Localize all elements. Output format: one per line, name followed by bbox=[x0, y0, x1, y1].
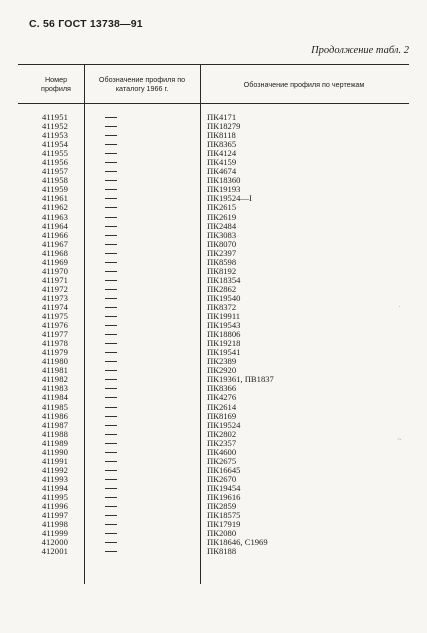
profile-number: 411982 bbox=[41, 374, 68, 385]
profile-number: 411952 bbox=[41, 121, 68, 132]
profile-number: 411988 bbox=[41, 428, 68, 439]
profile-number: 411995 bbox=[41, 491, 68, 502]
drawing-designation: ПК8188 bbox=[207, 546, 237, 557]
profile-number: 411978 bbox=[41, 338, 68, 349]
catalog-dash bbox=[105, 316, 117, 317]
profile-number: 411977 bbox=[41, 329, 68, 340]
catalog-dash bbox=[105, 334, 117, 335]
catalog-dash bbox=[105, 253, 117, 254]
catalog-dash bbox=[105, 551, 117, 552]
drawing-designation: ПК19454 bbox=[207, 482, 241, 493]
catalog-dash bbox=[105, 144, 117, 145]
catalog-dash bbox=[105, 217, 117, 218]
drawing-designation: ПК19911 bbox=[207, 311, 241, 322]
profile-number: 411962 bbox=[41, 202, 68, 213]
catalog-dash bbox=[105, 416, 117, 417]
profile-number: 411958 bbox=[41, 175, 68, 186]
catalog-dash bbox=[105, 280, 117, 281]
drawing-designation: ПК18575 bbox=[207, 510, 241, 521]
catalog-dash bbox=[105, 207, 117, 208]
drawing-designation: ПК19543 bbox=[207, 320, 241, 331]
profile-number: 411985 bbox=[41, 401, 68, 412]
catalog-dash bbox=[105, 397, 117, 398]
table-row bbox=[0, 547, 427, 556]
profile-number: 411996 bbox=[41, 501, 68, 512]
catalog-dash bbox=[105, 370, 117, 371]
drawing-designation: ПК2614 bbox=[207, 401, 237, 412]
catalog-dash bbox=[105, 262, 117, 263]
drawing-designation: ПК4674 bbox=[207, 166, 237, 177]
catalog-dash bbox=[105, 271, 117, 272]
drawing-designation: ПК2619 bbox=[207, 211, 237, 222]
profile-number: 411959 bbox=[41, 184, 68, 195]
profile-number: 411999 bbox=[41, 528, 68, 539]
drawing-designation: ПК4159 bbox=[207, 157, 237, 168]
drawing-designation: ПК3083 bbox=[207, 229, 237, 240]
catalog-dash bbox=[105, 244, 117, 245]
profile-number: 411954 bbox=[41, 139, 68, 150]
drawing-designation: ПК8365 bbox=[207, 139, 237, 150]
drawing-designation: ПК2615 bbox=[207, 202, 237, 213]
drawing-designation: ПК8118 bbox=[207, 130, 236, 141]
drawing-designation: ПК4276 bbox=[207, 392, 237, 403]
profile-number: 411973 bbox=[41, 292, 68, 303]
catalog-dash bbox=[105, 443, 117, 444]
profile-number: 411990 bbox=[41, 446, 68, 457]
profile-number: 411969 bbox=[41, 256, 68, 267]
profile-number: 411968 bbox=[41, 247, 68, 258]
catalog-dash bbox=[105, 180, 117, 181]
drawing-designation: ПК2670 bbox=[207, 473, 237, 484]
catalog-dash bbox=[105, 506, 117, 507]
profile-number: 411972 bbox=[41, 283, 68, 294]
drawing-designation: ПК16645 bbox=[207, 464, 241, 475]
catalog-dash bbox=[105, 226, 117, 227]
catalog-dash bbox=[105, 325, 117, 326]
drawing-designation: ПК8192 bbox=[207, 265, 237, 276]
drawing-designation: ПК19524—I bbox=[207, 193, 252, 204]
catalog-dash bbox=[105, 343, 117, 344]
profile-number: 411998 bbox=[41, 519, 68, 530]
profile-number: 411991 bbox=[41, 455, 68, 466]
drawing-designation: ПК8070 bbox=[207, 238, 237, 249]
profile-number: 411967 bbox=[41, 238, 68, 249]
drawing-designation: ПК2080 bbox=[207, 528, 237, 539]
profile-number: 411970 bbox=[41, 265, 68, 276]
drawing-designation: ПК18646, С1969 bbox=[207, 537, 268, 548]
drawing-designation: ПК2859 bbox=[207, 501, 237, 512]
drawing-designation: ПК19616 bbox=[207, 491, 241, 502]
drawing-designation: ПК2357 bbox=[207, 437, 237, 448]
profile-number: 411955 bbox=[41, 148, 68, 159]
profile-number: 411953 bbox=[41, 130, 68, 141]
catalog-dash bbox=[105, 135, 117, 136]
column-header-number: Номер профиля bbox=[41, 75, 71, 93]
catalog-dash bbox=[105, 461, 117, 462]
drawing-designation: ПК18354 bbox=[207, 274, 241, 285]
profile-number: 411980 bbox=[41, 356, 68, 367]
profile-number: 411984 bbox=[41, 392, 68, 403]
table-top-rule bbox=[18, 64, 409, 65]
drawing-designation: ПК19540 bbox=[207, 292, 241, 303]
catalog-dash bbox=[105, 488, 117, 489]
profile-number: 411974 bbox=[41, 301, 68, 312]
profile-number: 411964 bbox=[41, 220, 68, 231]
catalog-dash bbox=[105, 361, 117, 362]
catalog-dash bbox=[105, 117, 117, 118]
catalog-dash bbox=[105, 434, 117, 435]
drawing-designation: ПК2484 bbox=[207, 220, 237, 231]
drawing-designation: ПК18279 bbox=[207, 121, 241, 132]
catalog-dash bbox=[105, 542, 117, 543]
catalog-dash bbox=[105, 379, 117, 380]
profile-number: 411981 bbox=[41, 365, 68, 376]
drawing-designation: ПК17919 bbox=[207, 519, 241, 530]
column-header-drawing-designation: Обозначение профиля по чертежам bbox=[243, 79, 365, 89]
table-header-bottom-rule bbox=[18, 103, 409, 104]
profile-number: 411997 bbox=[41, 510, 68, 521]
profile-number: 411987 bbox=[41, 419, 68, 430]
catalog-dash bbox=[105, 126, 117, 127]
drawing-designation: ПК2675 bbox=[207, 455, 237, 466]
column-header-catalog-1966: Обозначение профиля по каталогу 1966 г. bbox=[98, 75, 186, 93]
catalog-dash bbox=[105, 497, 117, 498]
catalog-dash bbox=[105, 515, 117, 516]
catalog-dash bbox=[105, 171, 117, 172]
catalog-dash bbox=[105, 307, 117, 308]
drawing-designation: ПК8372 bbox=[207, 301, 237, 312]
drawing-designation: ПК2920 bbox=[207, 365, 237, 376]
drawing-designation: ПК2389 bbox=[207, 356, 237, 367]
catalog-dash bbox=[105, 162, 117, 163]
profile-number: 411986 bbox=[41, 410, 68, 421]
table-body bbox=[0, 113, 427, 556]
profile-number: 411971 bbox=[41, 274, 68, 285]
profile-number: 411976 bbox=[41, 320, 68, 331]
catalog-dash bbox=[105, 452, 117, 453]
drawing-designation: ПК19361, ПВ1837 bbox=[207, 374, 274, 385]
catalog-dash bbox=[105, 425, 117, 426]
scan-speck: ᵔ bbox=[398, 436, 401, 447]
catalog-dash bbox=[105, 470, 117, 471]
drawing-designation: ПК4124 bbox=[207, 148, 237, 159]
drawing-designation: ПК2397 bbox=[207, 247, 237, 258]
profile-number: 411956 bbox=[41, 157, 68, 168]
catalog-dash bbox=[105, 352, 117, 353]
profile-number: 411994 bbox=[41, 482, 68, 493]
profile-number: 411961 bbox=[41, 193, 68, 204]
profile-number: 411975 bbox=[41, 311, 68, 322]
drawing-designation: ПК19193 bbox=[207, 184, 241, 195]
drawing-designation: ПК8366 bbox=[207, 383, 237, 394]
drawing-designation: ПК2862 bbox=[207, 283, 237, 294]
drawing-designation: ПК8598 bbox=[207, 256, 237, 267]
profile-number: 411983 bbox=[41, 383, 68, 394]
catalog-dash bbox=[105, 407, 117, 408]
profile-number: 411966 bbox=[41, 229, 68, 240]
profile-number: 411957 bbox=[41, 166, 68, 177]
catalog-dash bbox=[105, 198, 117, 199]
profile-number: 411963 bbox=[41, 211, 68, 222]
profile-number: 412000 bbox=[41, 537, 68, 548]
profile-number: 412001 bbox=[41, 546, 68, 557]
drawing-designation: ПК2802 bbox=[207, 428, 237, 439]
catalog-dash bbox=[105, 298, 117, 299]
catalog-dash bbox=[105, 189, 117, 190]
page-header: С. 56 ГОСТ 13738—91 bbox=[29, 18, 143, 30]
drawing-designation: ПК19218 bbox=[207, 338, 241, 349]
drawing-designation: ПК4171 bbox=[207, 112, 237, 122]
drawing-designation: ПК19541 bbox=[207, 347, 241, 358]
catalog-dash bbox=[105, 235, 117, 236]
drawing-designation: ПК8169 bbox=[207, 410, 237, 421]
drawing-designation: ПК4600 bbox=[207, 446, 237, 457]
drawing-designation: ПК18806 bbox=[207, 329, 241, 340]
catalog-dash bbox=[105, 479, 117, 480]
profile-number: 411993 bbox=[41, 473, 68, 484]
profile-number: 411992 bbox=[41, 464, 68, 475]
profile-number: 411979 bbox=[41, 347, 68, 358]
table-continuation-label: Продолжение табл. 2 bbox=[311, 45, 409, 56]
catalog-dash bbox=[105, 153, 117, 154]
catalog-dash bbox=[105, 289, 117, 290]
catalog-dash bbox=[105, 524, 117, 525]
profile-number: 411951 bbox=[41, 112, 68, 122]
drawing-designation: ПК18360 bbox=[207, 175, 241, 186]
drawing-designation: ПК19524 bbox=[207, 419, 241, 430]
profile-number: 411989 bbox=[41, 437, 68, 448]
catalog-dash bbox=[105, 533, 117, 534]
catalog-dash bbox=[105, 388, 117, 389]
